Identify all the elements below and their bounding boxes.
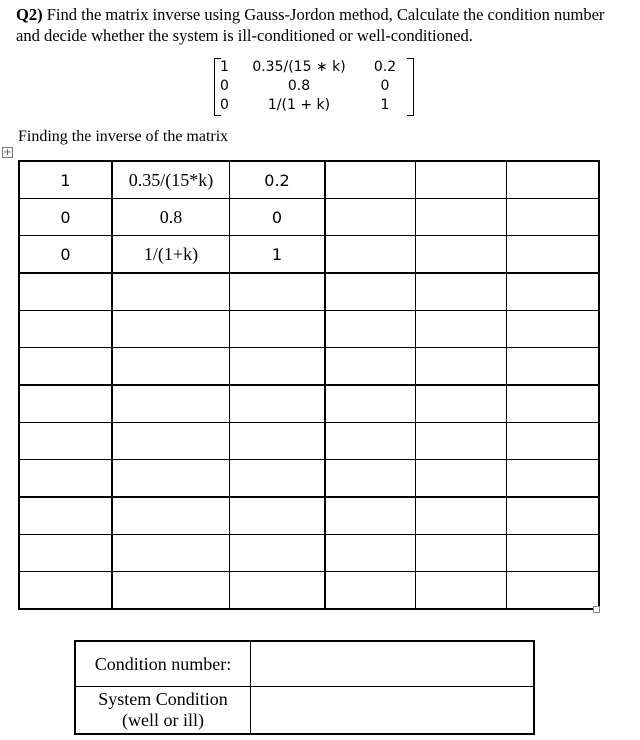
system-condition-field[interactable] (251, 687, 535, 735)
table-cell[interactable] (507, 460, 600, 498)
table-cell[interactable] (507, 423, 600, 460)
table-cell[interactable] (507, 311, 600, 348)
table-cell[interactable] (416, 273, 507, 311)
table-cell[interactable] (19, 385, 112, 423)
table-cell[interactable] (507, 497, 600, 535)
table-row (19, 572, 599, 610)
table-cell[interactable] (325, 423, 416, 460)
table-cell[interactable] (507, 348, 600, 386)
table-cell[interactable] (230, 423, 326, 460)
table-cell[interactable] (230, 572, 326, 610)
question-number: Q2) (16, 5, 43, 24)
table-cell[interactable]: 0 (19, 236, 112, 274)
table-cell[interactable] (416, 236, 507, 274)
matrix-cell: 0 (380, 78, 390, 94)
table-row (19, 161, 599, 199)
table-cell[interactable] (325, 311, 416, 348)
table-cell[interactable] (325, 273, 416, 311)
table-cell[interactable] (19, 460, 112, 498)
table-row (19, 273, 599, 311)
question-text (16, 4, 626, 46)
table-cell[interactable] (325, 497, 416, 535)
table-cell[interactable] (230, 385, 326, 423)
matrix-cell: 1 (380, 97, 390, 113)
table-cell[interactable] (112, 348, 230, 386)
table-cell[interactable] (325, 535, 416, 572)
section-subtitle: Finding the inverse of the matrix (18, 128, 229, 145)
table-cell[interactable] (416, 535, 507, 572)
table-cell[interactable] (112, 497, 230, 535)
table-cell[interactable]: 0.8 (112, 199, 230, 236)
table-cell[interactable] (507, 161, 600, 199)
table-cell[interactable] (416, 385, 507, 423)
coefficient-matrix (214, 58, 414, 116)
matrix-cell: 0 (220, 78, 229, 94)
table-cell[interactable] (507, 236, 600, 274)
table-cell[interactable] (507, 199, 600, 236)
table-row (19, 460, 599, 498)
table-cell[interactable] (112, 535, 230, 572)
table-cell[interactable] (19, 497, 112, 535)
table-row (19, 348, 599, 386)
table-cell[interactable]: 0.2 (230, 161, 326, 199)
table-cell[interactable] (112, 572, 230, 610)
table-cell[interactable] (230, 273, 326, 311)
table-cell[interactable] (325, 385, 416, 423)
table-cell[interactable] (112, 273, 230, 311)
table-cell[interactable] (230, 497, 326, 535)
table-cell[interactable] (416, 311, 507, 348)
move-handle-icon[interactable]: + (3, 147, 12, 158)
table-cell[interactable] (19, 423, 112, 460)
table-cell[interactable] (507, 535, 600, 572)
system-condition-label-line2: (well or ill) (122, 710, 204, 730)
table-row (19, 535, 599, 572)
table-cell[interactable] (325, 348, 416, 386)
table-row (19, 236, 599, 274)
table-cell[interactable]: 1 (230, 236, 326, 274)
table-cell[interactable] (230, 311, 326, 348)
table-cell[interactable] (230, 535, 326, 572)
question-body: Find the matrix inverse using Gauss-Jordon method, Calculate the condition number and decide whether the system is ill-conditioned or well-conditioned. (16, 5, 605, 45)
table-cell[interactable]: 1 (19, 161, 112, 199)
table-resize-handle[interactable] (593, 606, 600, 613)
matrix-cell: 1 (220, 59, 229, 75)
table-cell[interactable] (325, 460, 416, 498)
system-condition-label (75, 687, 251, 735)
matrix-cell: 0.35/(15 ∗ k) (252, 59, 346, 75)
table-cell[interactable] (19, 273, 112, 311)
matrix-cell: 1/(1 + k) (267, 97, 331, 113)
condition-number-label: Condition number: (75, 641, 251, 687)
table-cell[interactable] (325, 199, 416, 236)
table-cell[interactable] (19, 348, 112, 386)
table-row (19, 311, 599, 348)
table-cell[interactable] (416, 199, 507, 236)
table-cell[interactable]: 0.35/(15*k) (112, 161, 230, 199)
table-cell[interactable] (507, 273, 600, 311)
table-cell[interactable]: 0 (19, 199, 112, 236)
matrix-cell: 0 (220, 97, 229, 113)
table-cell[interactable] (112, 423, 230, 460)
table-cell[interactable]: 1/(1+k) (112, 236, 230, 274)
table-cell[interactable] (507, 572, 600, 610)
table-cell[interactable]: 0 (230, 199, 326, 236)
table-row (19, 385, 599, 423)
table-cell[interactable] (230, 460, 326, 498)
table-cell[interactable] (416, 460, 507, 498)
table-cell[interactable] (416, 572, 507, 610)
table-cell[interactable] (112, 385, 230, 423)
table-row (19, 497, 599, 535)
table-cell[interactable] (325, 572, 416, 610)
table-cell[interactable] (325, 161, 416, 199)
table-cell[interactable] (19, 572, 112, 610)
condition-number-field[interactable] (251, 641, 535, 687)
table-cell[interactable] (112, 311, 230, 348)
table-cell[interactable] (19, 311, 112, 348)
table-cell[interactable] (416, 161, 507, 199)
matrix-cell: 0.2 (373, 59, 397, 75)
work-table (18, 160, 600, 610)
table-cell[interactable] (416, 497, 507, 535)
matrix-cell: 0.8 (287, 78, 311, 94)
system-condition-label-line1: System Condition (98, 689, 228, 709)
table-row (19, 199, 599, 236)
table-cell[interactable] (230, 348, 326, 386)
matrix-right-bracket (407, 58, 414, 116)
table-row (19, 423, 599, 460)
condition-table (74, 640, 535, 735)
table-cell[interactable] (112, 460, 230, 498)
table-cell[interactable] (416, 423, 507, 460)
table-cell[interactable] (416, 348, 507, 386)
table-cell[interactable] (325, 236, 416, 274)
table-cell[interactable] (19, 535, 112, 572)
table-cell[interactable] (507, 385, 600, 423)
